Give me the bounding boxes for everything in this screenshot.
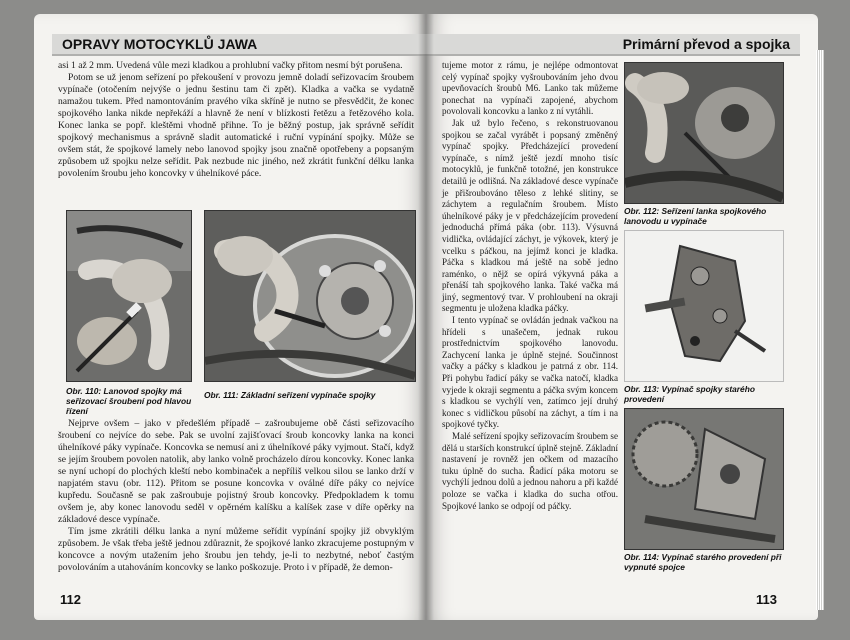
right-header-title: Primární převod a spojka: [622, 36, 790, 52]
caption-112: Obr. 112: Seřízení lanka spojkového lanovodu u vypínače: [624, 206, 767, 226]
book-spine-shadow: [418, 14, 434, 620]
right-header-bar: [426, 34, 800, 56]
right-para-2: Jak už bylo řečeno, s rekonstruovanou spojkou se začal vyrábět i popsaný změněný vypínač spojky. Předcházející provedení vypínače, s nímž ještě jezdí mnoho tisíc motocyklů, je funkčně totožné, jen konstrukce detailů je odlišná. Na základové desce vypínače je přišroubováno těleso z lehké slitiny, se záchytem a regulačním šroubem. Místo úhelníkové páky je v předcházejícím provedení jednoduchá přímá páka (obr. 113). Výsuvná vidlička, ovládající záchyt, je výkovek, který je vcelku s páčkou, na jejímž konci je kladka. Páčka s kladkou má ještě na sobě jedno raménko, o nějž se opírá výkyvná páka a přenáší tah spojkového lanka. Také vačka má jiný, segmentový tvar. V prohloubení na okraji segmentu je uložena kladka páčky.: [442, 117, 618, 314]
left-header-title: OPRAVY MOTOCYKLŮ JAWA: [62, 36, 258, 52]
left-para-2b: Tím jsme zkrátili délku lanka a nyní můžeme seřídit vypínání spojky již obvyklým způsobem. Je však třeba ještě jednou zdůraznit, že spojkové lanko zkracujeme postupným v koncovce a novým utažením jeho šroubu jen tehdy, je-li to nezbytné, neboť častým povolováním a utahováním koncovky se lanko poškozuje. Proto i v případě, že demon-: [58, 526, 414, 573]
left-page-number: 112: [60, 592, 81, 607]
photo-113: [624, 230, 784, 382]
right-page-number: 113: [756, 592, 777, 607]
left-para-1a: asi 1 až 2 mm. Uvedená vůle mezi kladkou a prohlubní vačky přitom nesmí být porušena.: [58, 60, 403, 71]
left-para-1b: Potom se už jenom seřízení po překoušení v provozu jemně doladí seřizovacím šroubem vypínače (otočením nejvýše o jednu šestinu tam či zpět). Kladka a vačka se vydatně namažou tukem. Před namontováním pravého víka skříně je nutno se přesvědčit, že konec spojkového lanka nikde nepřekáží a hlavně že není v blízkosti řetězu a řetězového kola. Konec lanka se popř. kleštěmi vhodně přihne. To je běžný postup, jak správně seřídit spojkový mechanismus a správně sladit automatické i ruční vypínání spojky. Může se ovšem stát, že spojkové lamely nebo lanovod spojky jsou značně opotřebeny a popsaným způsobem už spojku nelze seřídit. Pak nezbude nic jiného, než zkrátit funkční délku lanka povolením šroubu jeho koncovky v úhelníkové páce.: [58, 72, 414, 179]
caption-110: Obr. 110: Lanovod spojky má seřizovací šroubení pod hlavou řízení: [66, 386, 192, 416]
caption-113: Obr. 113: Vypínač spojky starého provedení: [624, 384, 755, 404]
caption-111: Obr. 111: Základní seřízení vypínače spojky: [204, 390, 376, 400]
photo-114: [624, 408, 784, 550]
page-edges: [816, 50, 824, 610]
right-page: [426, 14, 818, 620]
left-page: [34, 14, 426, 620]
right-para-3: I tento vypínač se ovládán jednak vačkou na hřídeli s unašečem, jednak rukou prostřednictvím spojkového lanovodu. Zachycení lanka je úplně stejné. Součinnost vačky a páčky s kladkou je patrná z obr. 114. Při pohybu řadicí páky se vačka natočí, kladka vyjede k okraji segmentu a páčka svým koncem s kladkou se vychýlí ven, zatímco její druhý konec s vidličkou působí na záchyt, a tím i na spojkové tyčky.: [442, 315, 618, 430]
left-paragraph-block-1: [58, 60, 414, 180]
photo-112: [624, 62, 784, 204]
left-header-bar: [52, 34, 426, 56]
right-para-1: tujeme motor z rámu, je nejlépe odmontovat celý vypínač spojky vyšroubováním jeho dvou upevňovacích šroubů M6. Lanko tak můžeme ponechat na vypínači zapojené, abychom povolovali koncovku a lanko z ní vytáhli.: [442, 60, 618, 117]
left-para-2a: Nejprve ovšem – jako v předešlém případě – zašroubujeme obě části seřizovacího šroubení co nejvíce do sebe. Pak se uvolní zajišťovací šroub koncovky lanka na konci úhelníkové páky vypínače. Koncovka se nemusí ani z úhelníkové páky vyjmout. Stačí, když se jejím šroubem povolen natolik, aby lanko volně procházelo dírou koncovky. Konec lanka se nyní uchopí do plochých kleští nebo kombinaček a nepříliš velkou silou se lanko drží v napjatém stavu (obr. 112). Přitom se posune koncovka v oválné díře páky co nejvíce kupředu. Současně se pak zašroubuje pojistný šroub koncovky. Předpokladem k tomu ovšem je, aby konec lanovodu seděl v opěrném kalíšku a kalíšek zase v díře opěrky na základové desce vypínače.: [58, 418, 414, 525]
right-para-4: Malé seřízení spojky seřizovacím šroubem se dělá u starších konstrukcí úplně stejně. Základní nastavení je rovněž jen očkem od mazacího tuku úplně do sucha. Řadicí páka motoru se vychýlí jednou dolů a jednou nahoru a při každé poloze se vačka i kladka do sucha otřou. Spojkové lanko se odpojí od páčky.: [442, 431, 618, 511]
photo-110: [66, 210, 192, 382]
left-paragraph-block-2: [58, 418, 414, 574]
caption-114: Obr. 114: Vypínač starého provedení při vypnuté spojce: [624, 552, 782, 572]
right-text-column: [442, 60, 618, 512]
photo-111: [204, 210, 416, 382]
